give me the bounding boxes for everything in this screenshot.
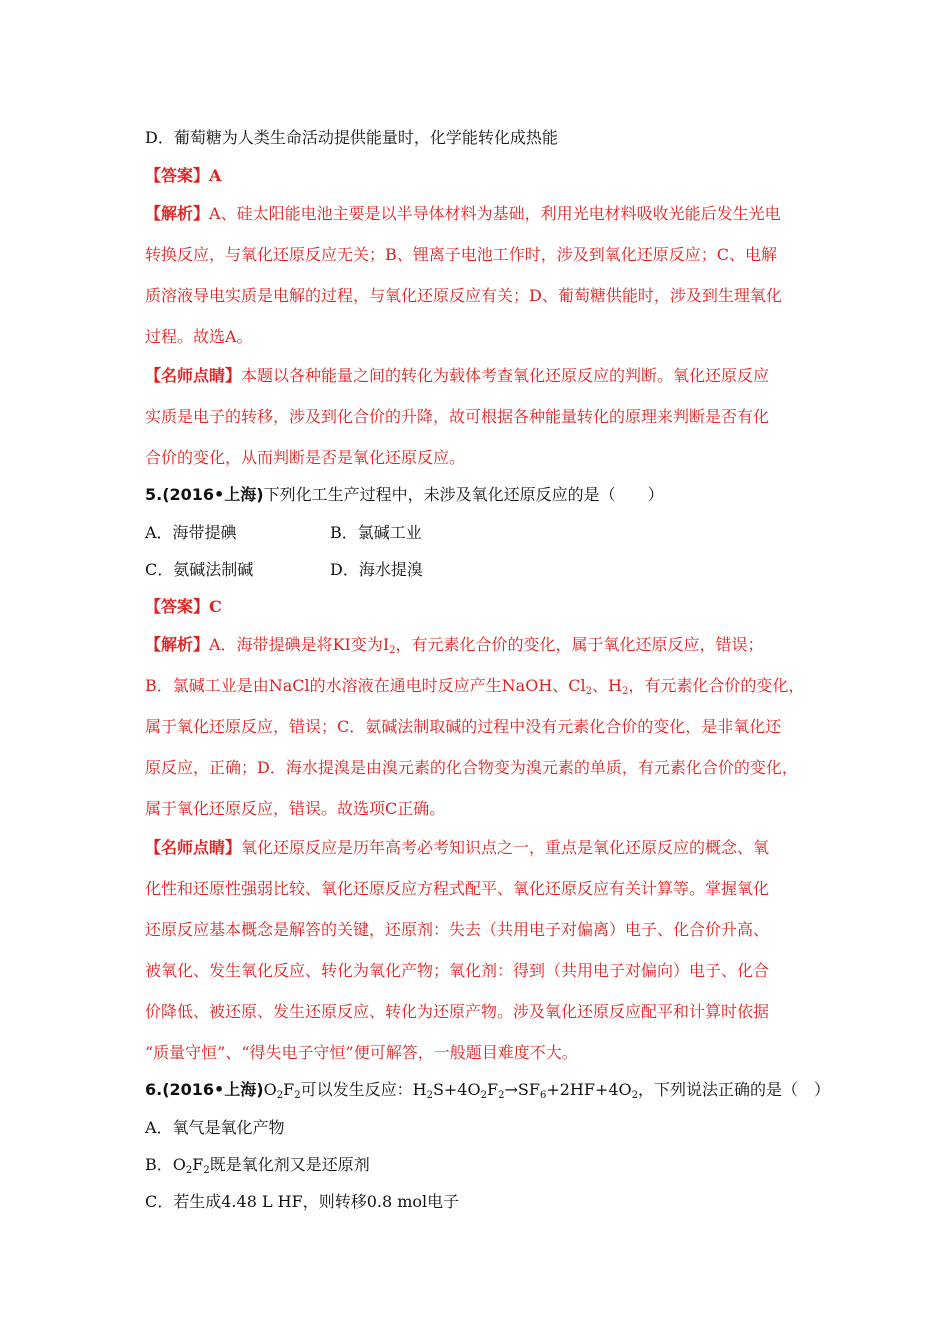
question-text: 下列化工生产过程中，未涉及氧化还原反应的是（ ） [263,485,664,504]
q5-analysis-line-3: 属于氧化还原反应，错误；C．氨碱法制取碱的过程中没有元素化合价的变化，是非氧化还 [145,717,782,736]
analysis-label: 【解析】 [145,635,210,654]
option-a: A．海带提碘 [145,523,237,542]
analysis-text: ，有元素化合价的变化， [628,676,805,695]
q5-comment-line-3: 还原反应基本概念是解答的关键，还原剂：失去（共用电子对偏离）电子、化合价升高、 [145,920,770,939]
analysis-label: 【解析】 [145,204,210,223]
subscript: 2 [621,686,629,697]
option-b: B．氯碱工业 [330,523,422,542]
answer-value: A [209,166,222,185]
analysis-text: A、硅太阳能电池主要是以半导体材料为基础，利用光电材料吸收光能后发生光电 [209,204,781,223]
q4-answer [145,166,221,186]
question-text: SF [517,1080,540,1099]
subscript: 2 [294,1090,301,1101]
answer-label: 【答案】 [145,597,210,616]
question-text: F [283,1080,295,1099]
q5-comment-line-2: 化性和还原性强弱比较、氧化还原反应方程式配平、氧化还原反应有关计算等。掌握氧化 [145,879,770,898]
q6-option-a: A．氧气是氧化产物 [145,1118,285,1137]
comment-text: 本题以各种能量之间的转化为载体考查氧化还原反应的判断。氧化还原反应 [241,366,770,385]
option-c: C．氨碱法制碱 [145,560,254,579]
subscript: 2 [631,1090,639,1101]
q4-analysis-line-2: 转换反应，与氧化还原反应无关；B、锂离子电池工作时，涉及到氧化还原反应；C、电解 [145,245,778,264]
reaction-arrow: → [504,1080,518,1099]
subscript: 2 [276,1090,284,1101]
q6-option-c: C．若生成4.48 L HF，则转移0.8 mol电子 [145,1192,460,1211]
q6-stem [145,1080,830,1100]
q4-comment-line-3: 合价的变化，从而判断是否是氧化还原反应。 [145,448,466,467]
q5-comment-line-5: 价降低、被还原、发生还原反应、转化为还原产物。涉及氧化还原反应配平和计算时依据 [145,1002,770,1021]
q5-comment-line-4: 被氧化、发生氧化反应、转化为氧化产物；氧化剂：得到（共用电子对偏向）电子、化合 [145,961,770,980]
subscript: 2 [426,1090,433,1101]
q5-stem [145,485,664,505]
q5-comment-line-1 [145,838,769,858]
subscript: 2 [585,686,593,697]
q4-analysis-line-3: 质溶液导电实质是电解的过程，与氧化还原反应有关；D、葡萄糖供能时，涉及到生理氧化 [145,286,782,305]
analysis-text: B．氯碱工业是由NaCl的水溶液在通电时反应产生NaOH、Cl [145,676,586,695]
q6-option-b [145,1155,370,1175]
q5-analysis-line-4: 原反应，正确；D．海水提溴是由溴元素的化合物变为溴元素的单质，有元素化合价的变化， [145,758,798,777]
subscript: 2 [480,1090,487,1101]
question-text: F [486,1080,499,1099]
question-text: O [263,1080,277,1099]
question-number: 6.(2016•上海) [145,1080,264,1099]
subscript: 6 [539,1090,547,1101]
answer-value: C [209,597,222,616]
q4-comment-line-1 [145,366,769,386]
option-text: 既是氧化剂又是还原剂 [209,1155,370,1174]
q5-analysis-line-2 [145,676,804,696]
answer-label: 【答案】 [145,166,210,185]
option-text: B．O [145,1155,186,1174]
q5-options-row-2 [145,560,745,580]
comment-label: 【名师点睛】 [145,838,242,857]
q5-analysis-line-5: 属于氧化还原反应，错误。故选项C正确。 [145,799,446,818]
subscript: 2 [185,1165,193,1176]
subscript: 2 [203,1165,210,1176]
comment-label: 【名师点睛】 [145,366,242,385]
question-text: S+4O [432,1080,481,1099]
question-text: ，下列说法正确的是（ ） [638,1080,831,1099]
q5-options-row-1 [145,523,745,543]
q5-answer [145,597,222,617]
q4-analysis-line-4: 过程。故选A。 [145,327,253,346]
q5-comment-line-6: “质量守恒”、“得失电子守恒”便可解答，一般题目难度不大。 [145,1043,578,1062]
comment-text: 氧化还原反应是历年高考必考知识点之一，重点是氧化还原反应的概念、氧 [241,838,770,857]
q4-analysis-line-1 [145,204,781,224]
analysis-text: ，有元素化合价的变化，属于氧化还原反应，错误； [395,635,764,654]
q5-analysis-line-1 [145,635,764,655]
analysis-text: A．海带提碘是将KI变为I [209,635,390,654]
q4-option-d: D．葡萄糖为人类生命活动提供能量时，化学能转化成热能 [145,128,558,147]
question-text: +2HF+4O [546,1080,632,1099]
q4-comment-line-2: 实质是电子的转移，涉及到化合价的升降，故可根据各种能量转化的原理来判断是否有化 [145,407,770,426]
option-text: F [192,1155,204,1174]
question-text: 可以发生反应：H [300,1080,427,1099]
analysis-text: 、H [592,676,622,695]
option-d: D．海水提溴 [330,560,423,579]
question-number: 5.(2016•上海) [145,485,264,504]
subscript: 2 [498,1090,505,1101]
subscript: 2 [389,645,396,656]
